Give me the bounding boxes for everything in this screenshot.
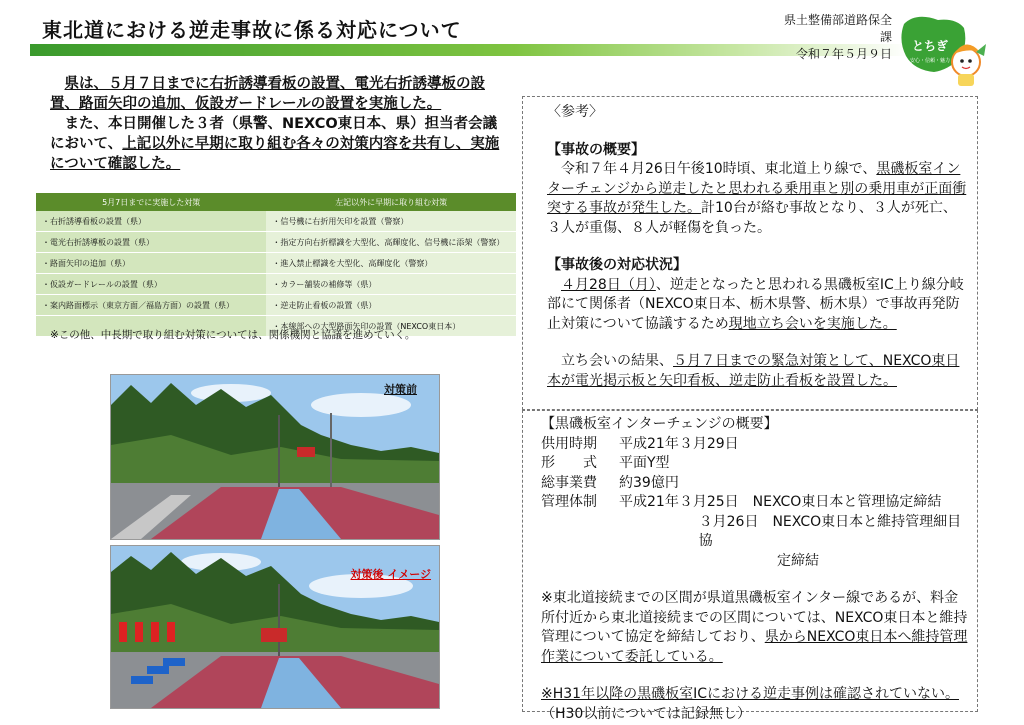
result-text-b: ５月７日までの緊急対策として、NEXCO東日本が電光掲示板と矢印看板、逆走防止看板を設置した。 [547,353,960,389]
accident-text-b: 黒磯板室インターチェンジから逆走したと思われる乗用車と別の乗用車が正面衝突する事故が発生した。 [547,161,967,216]
table-cell: ・本線部への大型路面矢印の設置（NEXCO東日本） [266,316,516,337]
ic-row [541,435,971,455]
table-header-row [36,193,516,211]
ic-row-key: 形 式 [541,455,597,471]
ic-note-2a: ※H31年以降の黒磯板室ICにおける逆走事例は確認されていない。 [541,686,959,702]
ic-row-value: ３月26日 NEXCO東日本と維持管理細目協 [698,513,962,549]
tochigi-mascot-logo [898,14,988,90]
ic-row-key: 管理体制 [541,494,597,510]
ic-row-value: 平面Y型 [619,455,670,471]
mascot-subtext: 安心・信頼・魅力 [910,58,951,64]
photo-before [110,374,440,540]
ic-row [541,493,971,513]
table-cell: ・逆走防止看板の設置（県） [266,295,516,316]
ic-row-value: 約39億円 [619,474,679,491]
intro-paragraph-1 [50,74,500,114]
table-row [36,253,516,274]
measures-table [36,193,516,337]
intro-text-2a: また、本日開催した３者（県警、NEXCO東日本、県）担当者会議において、 [50,116,498,152]
reference-content [547,103,967,391]
response-text-b: 現地立ち会いを実施した。 [728,315,897,332]
ic-note-2 [541,685,971,724]
ic-note-1b: 県からNEXCO東日本へ維持管理作業について委託している。 [541,629,968,665]
measures-note: ※この他、中長期で取り組む対策については、関係機関と協議を進めていく。 [50,329,416,341]
document-date: 令和７年５月９日 [795,47,892,61]
reference-box [522,96,978,410]
accident-text-a: 令和７年４月26日午後10時頃、東北道上り線で、 [561,161,877,177]
response-text-a: 、逆走となったと思われる黒磯板室IC上り線分岐部にて関係者（NEXCO東日本、栃木県警、栃木県）で事故再発防止対策について協議するため [547,276,964,332]
ic-row-key: 総事業費 [541,474,597,491]
response-date: ４月28日（月） [561,276,656,293]
accident-title: 【事故の概要】 [547,141,645,158]
result-text [547,352,967,391]
accident-text [547,160,967,238]
photo-after [110,545,440,709]
ic-note-2b: （H30以前については記録無し） [541,705,752,722]
ic-row-value: 平成21年３月29日 [619,435,739,452]
title-underline-bar [30,44,910,56]
table-cell: ・案内路面標示（東京方面／福島方面）の設置（県） [36,295,266,316]
table-cell: ・指定方向右折標識を大型化、高輝度化、信号機に添架（警察） [266,232,516,253]
table-cell: ・進入禁止標識を大型化、高輝度化（警察） [266,253,516,274]
ic-row [541,454,971,474]
mascot-text: とちぎ [912,39,949,53]
intro-text-2b: 上記以外に早期に取り組む各々の対策内容を共有し、実施について確認した。 [50,136,500,172]
reference-heading: 〈参考〉 [547,104,603,120]
column-header-done: 5月7日までに実施した対策 [36,193,266,211]
header-meta [782,12,892,63]
table-cell: ・カラー舗装の補修等（県） [266,274,516,295]
response-text [547,276,967,335]
response-title: 【事故後の対応状況】 [547,257,687,273]
ic-row-value: 平成21年３月25日 NEXCO東日本と管理協定締結 [619,494,942,510]
column-header-planned: 左記以外に早期に取り組む対策 [266,193,516,211]
page-title: 東北道における逆走事故に係る対応について [42,18,462,42]
table-row [36,274,516,295]
intro-section [50,74,500,174]
ic-note-1 [541,589,971,667]
ic-overview-content [541,415,971,724]
ic-row-value: 定締結 [777,552,819,569]
ic-row [541,513,971,552]
table-cell: ・路面矢印の追加（県） [36,253,266,274]
department-name: 県土整備部道路保全課 [783,13,892,44]
ic-row-key: 供用時期 [541,435,597,452]
intro-paragraph-2 [50,114,500,174]
ic-note-1a: ※東北道接続までの区間が県道黒磯板室インター線であるが、料金所付近から東北道接続までの区間については、NEXCO東日本と維持管理について協定を締結しており、 [541,590,968,645]
photo-label-after: 対策後 イメージ [350,568,431,581]
table-row [36,232,516,253]
table-cell: ・電光右折誘導板の設置（県） [36,232,266,253]
intro-text-1: 県は、５月７日までに右折誘導看板の設置、電光右折誘導板の設置、路面矢印の追加、仮設ガードレールの設置を実施した。 [50,76,485,112]
accident-text-c: 計10台が絡む事故となり、３人が死亡、３人が重傷、８人が軽傷を負った。 [547,200,957,236]
ic-row [541,552,971,572]
ic-title: 【黒磯板室インターチェンジの概要】 [541,416,778,432]
result-text-a: 立ち会いの結果、 [561,353,673,369]
table-cell: ・信号機に右折用矢印を設置（警察） [266,211,516,232]
table-row [36,211,516,232]
ic-row [541,474,971,494]
table-cell: ・右折誘導看板の設置（県） [36,211,266,232]
table-row [36,295,516,316]
photo-label-before: 対策前 [384,383,417,396]
ic-overview-box [522,410,978,722]
table-cell: ・仮設ガードレールの設置（県） [36,274,266,295]
